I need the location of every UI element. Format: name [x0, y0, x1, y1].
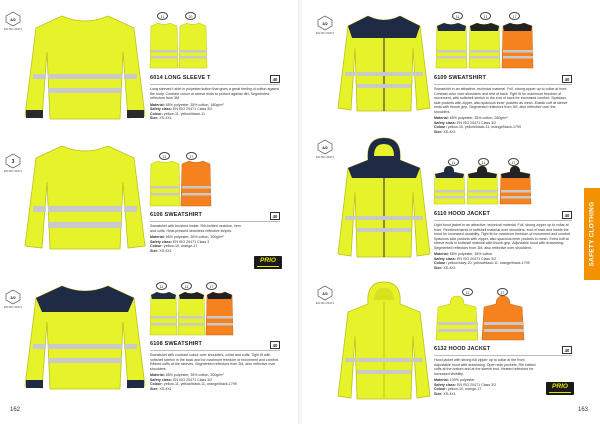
- prio-logo: [546, 382, 574, 395]
- size-value: XS-4XL: [443, 265, 456, 270]
- safety-class-badge: [6, 12, 20, 26]
- prio-logo: [254, 256, 282, 269]
- variant-number: 11: [452, 12, 463, 20]
- safety-class-badge: [318, 286, 332, 300]
- section-tab[interactable]: [584, 188, 600, 280]
- product-title: 6106 SWEATSHIRT: [150, 212, 203, 218]
- product-image-6132: [338, 282, 430, 400]
- safety-class-text: 3/2: [10, 295, 16, 300]
- variant-number: 17: [509, 12, 520, 20]
- size-value: XS-4XL: [443, 391, 456, 396]
- product-description-6108: [150, 353, 280, 409]
- product-description-6106: [150, 224, 245, 272]
- variant-number: 11: [156, 282, 167, 290]
- colour-value: yellow-11, yellow/black-11: [163, 111, 205, 116]
- size-value: XS-4XL: [159, 116, 172, 120]
- variant-number: 17: [186, 152, 197, 160]
- colour-label: Colour:: [434, 387, 447, 391]
- size-label: Size:: [150, 116, 159, 120]
- variant-number: 17: [508, 158, 519, 166]
- safety-label: Safety class:: [434, 120, 456, 125]
- variant-number: 20: [185, 12, 196, 20]
- material-value: 65% polyester, 35% cotton, 300g/m²: [165, 373, 224, 377]
- safety-standard-label: EN ISO 20471: [3, 27, 23, 31]
- safety-class-text: 3/2: [322, 145, 328, 150]
- colour-value: yellow-10, orange-17: [163, 244, 198, 248]
- product-title: 6110 HOOD JACKET: [434, 211, 491, 217]
- safety-value: EN ISO 20471 Class 3/2: [172, 377, 213, 382]
- material-value: 100% polyester: [449, 378, 475, 382]
- page-number-left: 162: [10, 407, 21, 413]
- product-image-6109: [338, 12, 430, 112]
- divider: [434, 84, 572, 85]
- variant-number: 11: [157, 12, 168, 20]
- size-value: XS-4XL: [159, 386, 172, 391]
- safety-standard-label: EN ISO 20471: [3, 305, 23, 309]
- description-text: Long sleeved t-shirt in polyester/cotton that gives a great feeling of cotton against the body. Contrast colour at sleeve ends to protect against dirt. Segmented reflectors from 3M.: [150, 87, 280, 100]
- divider: [150, 350, 280, 351]
- product-description-6110: [434, 223, 572, 283]
- safety-label: Safety class:: [434, 382, 456, 387]
- safety-class-text: 3/2: [322, 291, 328, 296]
- material-label: Material:: [150, 373, 165, 377]
- safety-class-badge: [6, 154, 20, 168]
- safety-label: Safety class:: [150, 239, 172, 244]
- page-ref-number: 40: [562, 346, 572, 354]
- safety-class-text: 3/2: [10, 17, 16, 22]
- description-text: Light hood jacket in an attractive, technical material. Full, strong zipper up to collar at front. Reinforcements in softshell material over shoulders, end of back and inside the hood for increased durability. Tight fit for maximum freedom of movement and comfort. Spacious side pockets with zipper, also spacious inner pockets in mesh. Extra cuff at sleeve ends in softshell material with thumb grip. Adjustable hood with drawstring. Segmented reflectors from 3M, also reflective over shoulders.: [434, 223, 572, 250]
- safety-standard-label: EN ISO 20471: [315, 31, 335, 35]
- prio-logo-text: PRIO: [552, 383, 568, 390]
- product-variants-6014: [150, 22, 208, 70]
- variant-number: 11: [478, 158, 489, 166]
- safety-label: Safety class:: [434, 256, 456, 261]
- safety-standard-label: EN ISO 20471: [315, 301, 335, 305]
- size-label: Size:: [434, 265, 443, 270]
- material-value: 65% polyester, 35% cotton: [449, 252, 493, 256]
- product-title: 6014 LONG SLEEVE T: [150, 75, 211, 81]
- size-value: XS-4XL: [159, 248, 172, 253]
- colour-label: Colour:: [150, 382, 163, 386]
- material-label: Material:: [434, 378, 449, 382]
- safety-value: EN ISO 20471 Class 3: [172, 239, 210, 244]
- colour-value: yellow-10, orange-17: [447, 387, 482, 391]
- page-ref-number: 40: [270, 75, 280, 83]
- product-variants-6109: [436, 22, 536, 70]
- description-text: Sweatshirt in an attractive, technical material. Full, strong zipper up to collar at front. Contrast color over shoulders and rest of back. Tight fit for maximum freedom of movement, with softshell stretch in the end of back for increased comfort. Spacious side pockets with zipper, also spacious inner pockets as mesh. Elastic cuff at sleeve ends with thumb grip. Segmented reflectors from 3M, also reflective over the shoulders.: [434, 87, 568, 114]
- product-title: 6108 SWEATSHIRT: [150, 341, 203, 347]
- material-value: 65% polyester, 35% cotton, 180g/m²: [165, 102, 224, 107]
- product-image-6106: [24, 142, 146, 250]
- prio-logo-text: PRIO: [260, 257, 276, 264]
- product-image-6110: [338, 138, 430, 258]
- colour-label: Colour:: [434, 261, 447, 265]
- variant-number: 11: [462, 288, 473, 296]
- section-tab-label: SAFETY CLOTHING: [588, 201, 596, 267]
- size-label: Size:: [434, 391, 443, 396]
- divider: [150, 221, 280, 222]
- product-title: 6109 SWEATSHIRT: [434, 75, 487, 81]
- variant-number: 11: [448, 158, 459, 166]
- colour-value: yellow-10, yellow/black-11, orange/black-1799: [447, 125, 522, 129]
- product-image-6108: [24, 282, 146, 390]
- size-label: Size:: [150, 386, 159, 391]
- page-number-right: 163: [578, 407, 589, 413]
- divider: [150, 84, 280, 85]
- size-label: Size:: [150, 248, 159, 253]
- variant-number: 11: [480, 12, 491, 20]
- colour-label: Colour:: [150, 111, 163, 116]
- product-description-6132: [434, 358, 538, 410]
- safety-class-badge: [318, 16, 332, 30]
- material-label: Material:: [434, 252, 449, 256]
- safety-class-badge: [318, 140, 332, 154]
- page-ref-number: 40: [562, 211, 572, 219]
- variant-number: 11: [181, 282, 192, 290]
- size-value: XS-4XL: [443, 129, 456, 134]
- product-variants-6110: [434, 166, 534, 206]
- product-title: 6132 HOOD JACKET: [434, 346, 491, 352]
- material-value: 65% polyester, 35% cotton, 280g/m²: [449, 116, 508, 120]
- description-text: Sweatshirt with contrast colour over shoulders, collar and cuffs. Tight fit with softshell stretch in the back and for maximum freedom of movement and comfort. Ribbed cuffs at the sleeves. Segmented reflectors from 3M, also reflective over shoulders.: [150, 353, 280, 371]
- page-gutter: [298, 0, 302, 424]
- safety-class-badge: [6, 290, 20, 304]
- description-text: Sweatshirt with brushed inside. Rib-knitted neckline, hem and cuffs. Heat-pressed seamless reflective stripes.: [150, 224, 241, 233]
- safety-standard-label: EN ISO 20471: [3, 169, 23, 173]
- divider: [434, 355, 572, 356]
- colour-value: yellow-11, yellow/black-11, orange/black-1799: [163, 382, 237, 386]
- safety-label: Safety class:: [150, 377, 172, 382]
- product-description-6014: [150, 87, 280, 137]
- description-text: Hood jacket with strong full zipper up to collar at the front. Adjustable hood with drawstring. Open side pockets. Rib knitted cuffs at the bottom and at the sleeve end. Heated reflectors for increased visibility.: [434, 358, 536, 376]
- product-variants-6132: [436, 296, 528, 342]
- safety-value: EN ISO 20471 Class 3/2: [456, 120, 497, 125]
- variant-number: 17: [497, 288, 508, 296]
- material-label: Material:: [150, 235, 165, 239]
- size-label: Size:: [434, 129, 443, 134]
- page-ref-number: 40: [270, 341, 280, 349]
- variant-number: 17: [206, 282, 217, 290]
- product-description-6109: [434, 87, 572, 147]
- safety-value: EN ISO 20471 Class 3/2: [456, 256, 497, 261]
- safety-value: EN ISO 20471 Class 3/2: [456, 382, 497, 387]
- safety-label: Safety class:: [150, 107, 172, 111]
- safety-class-text: 3/2: [322, 21, 328, 26]
- product-variants-6108: [150, 291, 236, 337]
- material-value: 65% polyester, 35% cotton, 300g/m²: [165, 235, 224, 239]
- colour-label: Colour:: [434, 125, 447, 129]
- product-variants-6106: [150, 160, 212, 208]
- safety-class-text: 3: [11, 159, 15, 165]
- colour-label: Colour:: [150, 244, 163, 248]
- product-image-6014: [24, 12, 146, 120]
- material-label: Material:: [434, 116, 449, 120]
- safety-standard-label: EN ISO 20471: [315, 155, 335, 159]
- divider: [434, 220, 572, 221]
- page-ref-number: 40: [562, 75, 572, 83]
- colour-value: yellow/navy-10, yellow/black-11, orange/black-1799: [447, 261, 530, 265]
- safety-value: EN ISO 20471 Class 3/2: [172, 107, 213, 111]
- variant-number: 11: [159, 152, 170, 160]
- material-label: Material:: [150, 102, 165, 107]
- page-ref-number: 40: [270, 212, 280, 220]
